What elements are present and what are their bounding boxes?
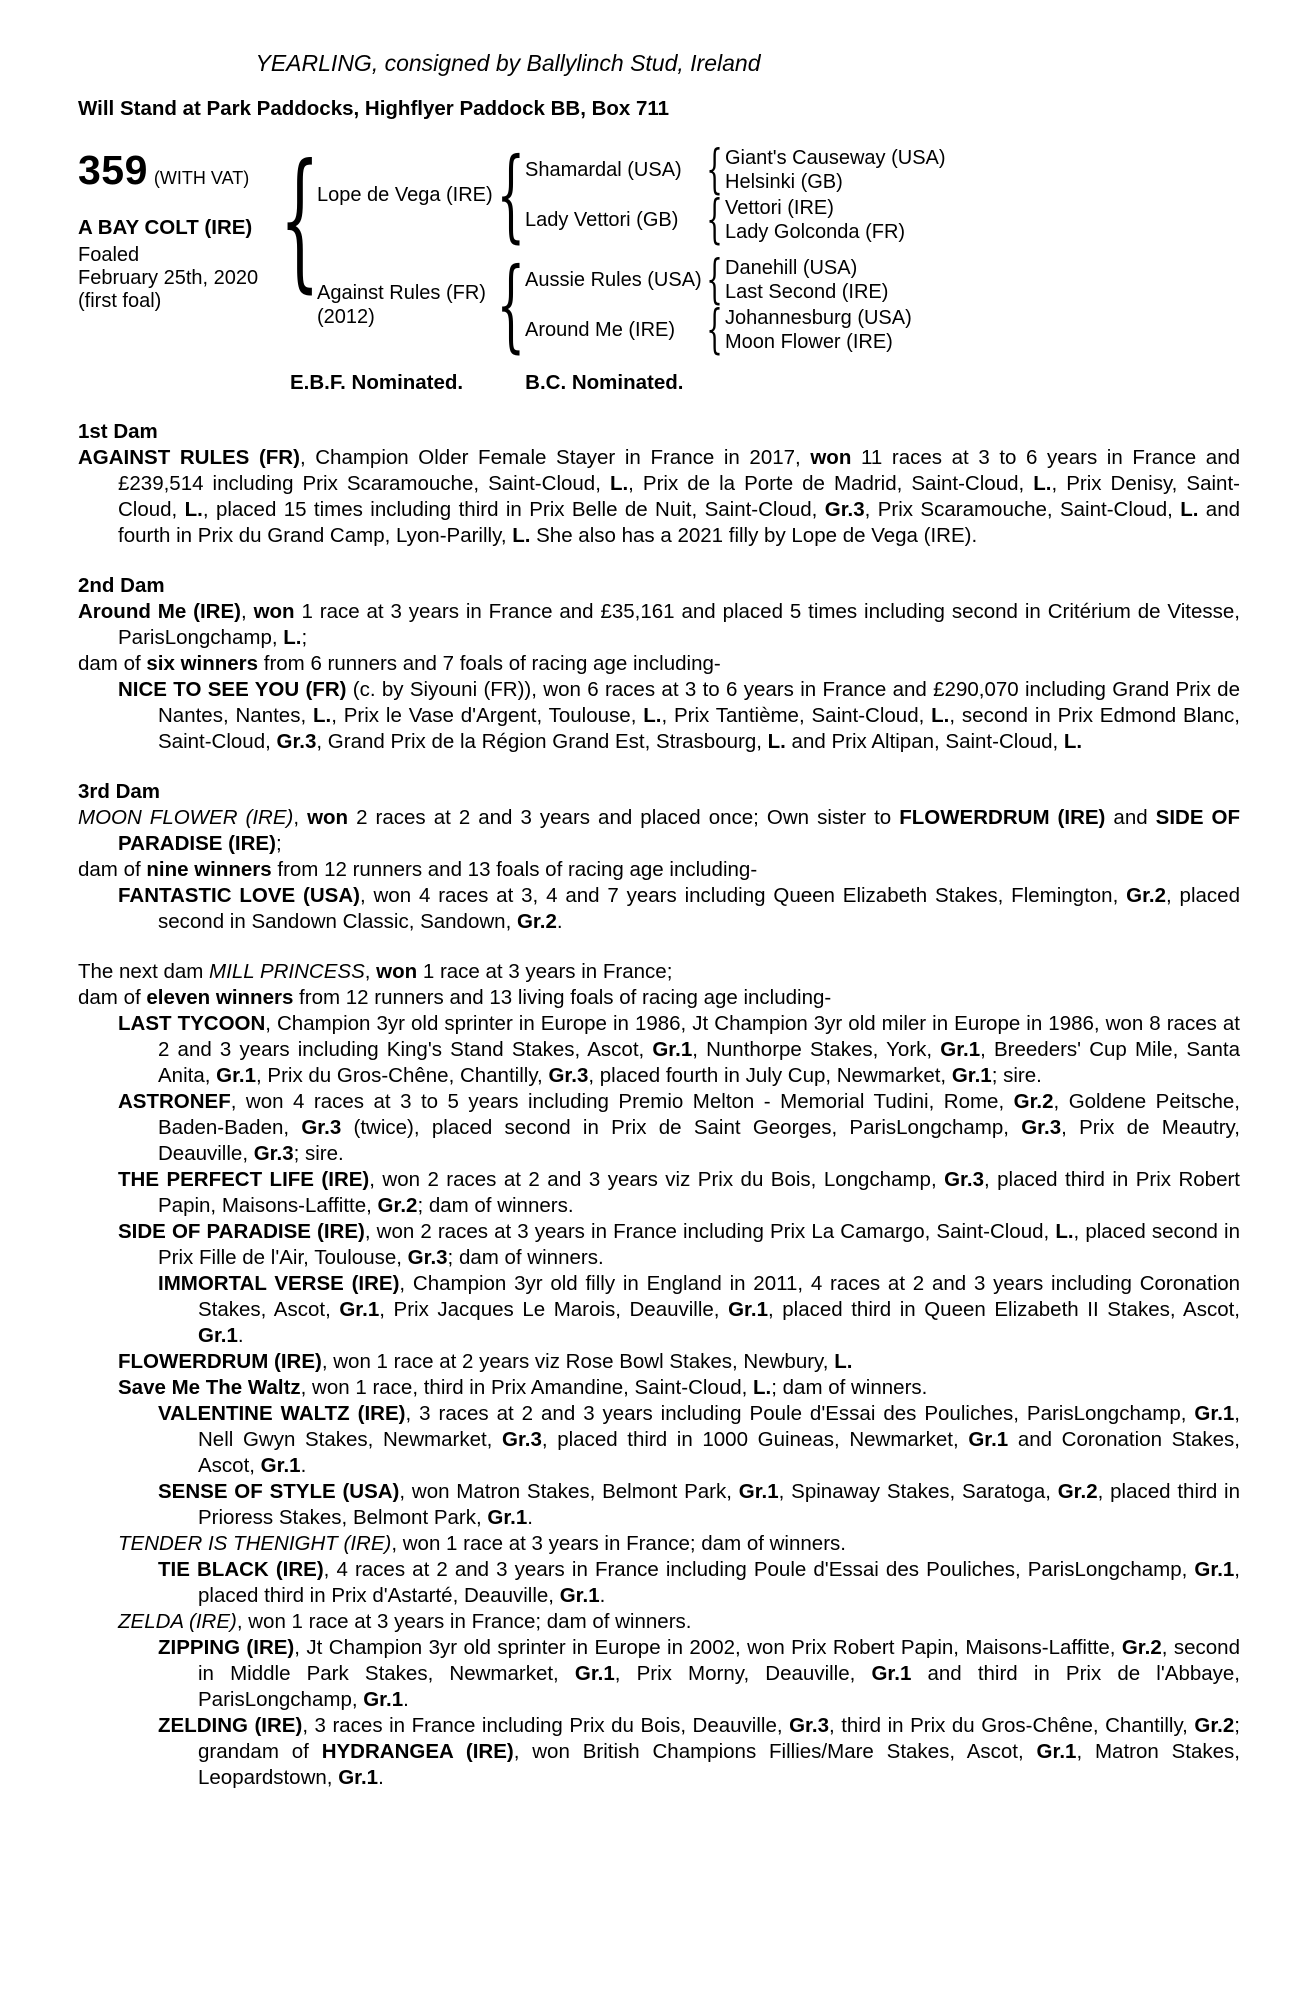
brace-glyph: { [496,136,526,253]
dam-name: Against Rules (FR) [317,282,486,304]
text-segment: , won 1 race, third in Prix Amandine, Saint-Cloud, [300,1376,754,1399]
text-segment: , placed third in Prix d'Astarté, Deauville, [198,1558,1240,1607]
text-segment: ; dam of winners. [417,1194,574,1217]
pedigree-paragraph [78,1219,1240,1271]
text-segment: ASTRONEF [118,1090,231,1113]
text-segment: , won Matron Stakes, Belmont Park, [399,1480,739,1503]
text-segment: ; [301,626,308,649]
text-segment: L. [184,498,203,521]
pedigree-tree [317,136,1240,363]
dam-name-block [317,281,497,329]
pedigree-paragraph [78,677,1240,755]
great-grandparent-name: Giant's Causeway (USA) [725,147,946,169]
text-segment: L. [609,472,629,495]
text-segment: , placed second in Prix Fille de l'Air, Toulouse, [158,1220,1240,1269]
grandparent-brace-icon [705,140,725,200]
text-segment: and third in Prix de l'Abbaye, ParisLongchamp, [198,1662,1240,1711]
text-segment: , placed 15 times including third in Prix Belle de Nuit, Saint-Cloud, [202,498,825,521]
text-segment: Gr.1 [574,1662,615,1685]
grandsire-row [525,140,1240,200]
text-segment: , won 4 races at 3, 4 and 7 years including Queen Elizabeth Stakes, Flemington, [359,884,1127,907]
text-segment: . [403,1688,409,1711]
pedigree-paragraph [78,1349,1240,1375]
pedigree-paragraph [78,1713,1240,1791]
consignor-title: YEARLING, consigned by Ballylinch Stud, Ireland [255,50,761,76]
text-segment: nine winners [146,858,272,881]
text-segment: , placed fourth in July Cup, Newmarket, [588,1064,952,1087]
text-segment: ; dam of winners. [771,1376,928,1399]
great-grandparent-name: Lady Golconda (FR) [725,221,906,243]
sire-grandparents [525,140,1240,250]
text-segment: Gr.1 [968,1428,1009,1451]
lot-info [78,145,283,313]
text-segment: , won 1 race at 3 years in France; dam of winners. [391,1532,846,1555]
pedigree-paragraph [78,1557,1240,1609]
text-segment: Gr.1 [338,1766,379,1789]
text-segment: , Spinaway Stakes, Saratoga, [778,1480,1058,1503]
text-segment: , won 2 races at 2 and 3 years viz Prix du Bois, Longchamp, [369,1168,945,1191]
sire-name-block [317,183,497,207]
text-segment: L. [931,704,950,727]
pedigree-paragraph [78,445,1240,549]
text-segment: , Goldene Peitsche, Baden-Baden, [158,1090,1240,1139]
text-segment: Gr.2 [1013,1090,1054,1113]
text-segment: , [240,600,254,623]
text-segment: (c. by Siyouni (FR)), won 6 races at 3 to 6 years in France and £290,070 including Grand Prix de Nantes, Nantes, [158,678,1240,727]
pedigree-paragraph [78,985,1240,1011]
pedigree-paragraph [78,1531,1240,1557]
brace-glyph: { [496,246,526,363]
foaled-label: Foaled [78,244,140,266]
text-segment: ; [275,832,282,855]
great-grandparents [725,306,912,354]
text-segment: THE PERFECT LIFE (IRE) [118,1168,370,1191]
text-segment: L. [643,704,662,727]
text-segment: Gr.1 [951,1064,992,1087]
text-segment: Gr.1 [871,1662,912,1685]
sire-name: Lope de Vega (IRE) [317,184,493,206]
section-heading: 2nd Dam [78,574,165,597]
text-segment: , [293,806,308,829]
brace-glyph: { [706,190,724,250]
dam-section [78,779,1240,935]
text-segment: , won 1 race at 2 years viz Rose Bowl Stakes, Newbury, [321,1350,835,1373]
text-segment: from 6 runners and 7 foals of racing age including- [258,652,721,675]
text-segment: won [307,806,349,829]
text-segment: , Prix Denisy, Saint-Cloud, [118,472,1240,521]
text-segment: LAST TYCOON [118,1012,266,1035]
text-segment: , Prix Morny, Deauville, [614,1662,872,1685]
text-segment: Gr.1 [738,1480,779,1503]
text-segment: , 3 races in France including Prix du Bois, Deauville, [302,1714,790,1737]
text-segment: , Prix Jacques Le Marois, Deauville, [379,1298,729,1321]
text-segment: 11 races at 3 to 6 years in France and £239,514 including Prix Scaramouche, Saint-Cloud, [118,446,1240,495]
brace-glyph: { [706,250,724,310]
pedigree-paragraph [78,1375,1240,1401]
text-segment: from 12 runners and 13 living foals of racing age including- [293,986,832,1009]
pedigree-paragraph [78,599,1240,651]
text-segment: , Breeders' Cup Mile, Santa Anita, [158,1038,1240,1087]
text-segment: L. [1033,472,1052,495]
text-segment: and Prix Altipan, Saint-Cloud, [785,730,1064,753]
pedigree-paragraph [78,1167,1240,1219]
text-segment: dam of [78,652,147,675]
text-segment: six winners [146,652,259,675]
text-segment: VALENTINE WALTZ (IRE) [158,1402,406,1425]
text-segment: , won British Champions Fillies/Mare Stakes, Ascot, [513,1740,1037,1763]
text-segment: She also has a 2021 filly by Lope de Vega (IRE). [530,524,978,547]
great-grandparent-name: Vettori (IRE) [725,197,834,219]
text-segment: ZELDING (IRE) [158,1714,303,1737]
text-segment: Gr.1 [1194,1558,1235,1581]
grandsire-row [525,250,1240,310]
text-segment: FLOWERDRUM (IRE) [118,1350,322,1373]
text-segment: ; grandam of [198,1714,1240,1763]
text-segment: Gr.1 [198,1324,238,1347]
text-segment: MOON FLOWER (IRE) [78,806,294,829]
pedigree-paragraph [78,1401,1240,1479]
text-segment: Gr.3 [253,1142,294,1165]
text-segment: The next dam [78,960,210,983]
section-heading: 3rd Dam [78,780,161,803]
text-segment: L. [313,704,332,727]
bc-nomination: B.C. Nominated. [525,371,684,394]
great-grandparents [725,146,946,194]
text-segment: 1 race at 3 years in France; [417,960,673,983]
grandparent-name: Lady Vettori (GB) [525,208,679,231]
text-segment: ; dam of winners. [447,1246,604,1269]
main-brace-icon [279,133,321,307]
sire-brace-icon [496,136,526,253]
text-segment: and Coronation Stakes, Ascot, [198,1428,1240,1477]
text-segment: . [599,1584,606,1607]
brace-glyph: { [279,133,321,307]
text-segment: , 4 races at 2 and 3 years in France including Poule d'Essai des Pouliches, ParisLongchamp, [323,1558,1195,1581]
text-segment: , [364,960,377,983]
text-segment: Gr.1 [260,1454,301,1477]
text-segment: Gr.3 [407,1246,448,1269]
text-segment: Around Me (IRE) [78,600,241,623]
text-segment: Gr.2 [516,910,557,933]
text-segment: , Prix le Vase d'Argent, Toulouse, [331,704,644,727]
text-segment: , Champion 3yr old filly in England in 2011, 4 races at 2 and 3 years including Coronation Stakes, Ascot, [198,1272,1240,1321]
text-segment: Gr.2 [377,1194,418,1217]
great-grandparent-name: Johannesburg (USA) [725,307,912,329]
text-segment: Gr.3 [301,1116,342,1139]
text-segment: Gr.3 [789,1714,829,1737]
text-segment: . [556,910,563,933]
text-segment: AGAINST RULES (FR) [78,446,300,469]
grandparent-brace-icon [705,250,725,310]
foal-note: (first foal) [78,290,162,312]
text-segment: L. [1055,1220,1074,1243]
text-segment: Gr.3 [944,1168,984,1191]
dam-section [78,573,1240,755]
text-segment: ZELDA (IRE) [118,1610,237,1633]
nominations-row [78,371,1240,395]
dam-grandparents [525,250,1240,360]
grandparent-brace-icon [705,300,725,360]
text-segment: , Champion Older Female Stayer in France in 2017, [299,446,811,469]
text-segment: dam of [78,986,147,1009]
text-segment: Gr.1 [940,1038,981,1061]
great-grandparents [725,256,888,304]
text-segment: won [810,446,852,469]
text-segment: Gr.1 [363,1688,404,1711]
text-segment: L. [512,524,531,547]
text-segment: , won 1 race at 3 years in France; dam of winners. [236,1610,692,1633]
pedigree-paragraph [78,805,1240,857]
horse-description: A BAY COLT (IRE) [78,216,253,239]
dam-section [78,959,1240,1791]
section-heading: 1st Dam [78,420,158,443]
text-segment: FLOWERDRUM (IRE) [899,806,1106,829]
grandparent-brace-icon [705,190,725,250]
text-segment: Gr.1 [728,1298,768,1321]
pedigree-paragraph [78,959,1240,985]
grandparent-name: Around Me (IRE) [525,318,676,341]
stand-location-line: Will Stand at Park Paddocks, Highflyer Paddock BB, Box 711 [78,97,670,120]
dam-sections [78,419,1240,1791]
great-grandparent-name: Danehill (USA) [725,257,858,279]
text-segment: Gr.3 [1021,1116,1062,1139]
text-segment: , placed third in Prioress Stakes, Belmont Park, [198,1480,1240,1529]
text-segment: , placed third in 1000 Guineas, Newmarket, [541,1428,969,1451]
text-segment: L. [1063,730,1083,753]
text-segment: , Jt Champion 3yr old sprinter in Europe in 2002, won Prix Robert Papin, Maisons-Laffitte, [294,1636,1122,1659]
dam-section [78,419,1240,549]
text-segment: ZIPPING (IRE) [158,1636,295,1659]
text-segment: , Prix du Gros-Chêne, Chantilly, [256,1064,549,1087]
text-segment: , Matron Stakes, Leopardstown, [198,1740,1240,1789]
text-segment: , Grand Prix de la Région Grand Est, Strasbourg, [316,730,768,753]
text-segment: SIDE OF PARADISE (IRE) [118,1220,365,1243]
text-segment: , placed third in Queen Elizabeth II Stakes, Ascot, [767,1298,1241,1321]
text-segment: , Prix de la Porte de Madrid, Saint-Cloud, [628,472,1034,495]
pedigree-paragraph [78,1271,1240,1349]
text-segment: Gr.2 [1126,884,1167,907]
text-segment: Gr.1 [1036,1740,1077,1763]
text-segment: , second in Middle Park Stakes, Newmarket, [198,1636,1240,1685]
text-segment: . [378,1766,384,1789]
text-segment: , Prix Scaramouche, Saint-Cloud, [864,498,1181,521]
text-segment: L. [834,1350,853,1373]
text-segment: 1 race at 3 years in France and £35,161 and placed 5 times including second in Critérium de Vitesse, ParisLongchamp, [118,600,1240,649]
pedigree-paragraph [78,651,1240,677]
text-segment: Gr.2 [1121,1636,1162,1659]
great-grandparents [725,196,905,244]
text-segment: , Prix de Meautry, Deauville, [158,1116,1240,1165]
text-segment: , Nell Gwyn Stakes, Newmarket, [198,1402,1240,1451]
granddam-row [525,190,1240,250]
ebf-nomination: E.B.F. Nominated. [290,371,464,394]
text-segment: won [376,960,418,983]
pedigree-paragraph [78,1635,1240,1713]
text-segment: . [527,1506,533,1529]
text-segment: FANTASTIC LOVE (USA) [118,884,360,907]
dam-brace-icon [496,246,526,363]
text-segment: TIE BLACK (IRE) [158,1558,324,1581]
text-segment: (twice), placed second in Prix de Saint Georges, ParisLongchamp, [341,1116,1022,1139]
text-segment: , won 4 races at 3 to 5 years including Premio Melton - Memorial Tudini, Rome, [230,1090,1014,1113]
text-segment: eleven winners [146,986,294,1009]
great-grandparent-name: Helsinki (GB) [725,171,843,193]
lot-vat-note: (WITH VAT) [153,168,250,188]
lot-number: 359 [78,147,148,193]
pedigree-paragraph [78,1609,1240,1635]
text-segment: Save Me The Waltz [118,1376,301,1399]
grandparent-name: Aussie Rules (USA) [525,268,702,291]
pedigree-paragraph [78,883,1240,935]
brace-glyph: { [706,300,724,360]
grandparent-name: Shamardal (USA) [525,158,682,181]
pedigree-block [78,133,1240,363]
text-segment: , second in Prix Edmond Blanc, Saint-Cloud, [158,704,1240,753]
text-segment: ; sire. [293,1142,344,1165]
text-segment: Gr.2 [1057,1480,1098,1503]
sire-half [317,136,1240,253]
pedigree-paragraph [78,1011,1240,1089]
text-segment: from 12 runners and 13 foals of racing age including- [271,858,758,881]
text-segment: ; sire. [991,1064,1042,1087]
text-segment: Gr.3 [502,1428,542,1451]
pedigree-paragraph [78,857,1240,883]
text-segment: , placed second in Sandown Classic, Sandown, [158,884,1240,933]
text-segment: Gr.2 [1194,1714,1235,1737]
brace-glyph: { [706,140,724,200]
text-segment: 2 races at 2 and 3 years and placed once; Own sister to [348,806,900,829]
text-segment: L. [1180,498,1199,521]
pedigree-paragraph [78,1479,1240,1531]
text-segment: Gr.1 [1194,1402,1235,1425]
granddam-row [525,300,1240,360]
text-segment: HYDRANGEA (IRE) [321,1740,514,1763]
great-grandparent-name: Last Second (IRE) [725,281,889,303]
text-segment: dam of [78,858,147,881]
text-segment: Gr.3 [276,730,317,753]
text-segment: L. [753,1376,772,1399]
text-segment: L. [283,626,302,649]
text-segment: Gr.3 [548,1064,589,1087]
pedigree-paragraph [78,1089,1240,1167]
text-segment: Gr.1 [487,1506,528,1529]
text-segment: , Nunthorpe Stakes, York, [692,1038,941,1061]
dam-year: (2012) [317,306,375,328]
dam-half [317,246,1240,363]
text-segment: Gr.1 [216,1064,257,1087]
lot-number-row [78,147,283,194]
text-segment: Gr.1 [559,1584,600,1607]
text-segment: IMMORTAL VERSE (IRE) [158,1272,400,1295]
text-segment: . [300,1454,307,1477]
text-segment: and [1105,806,1156,829]
text-segment: Gr.1 [339,1298,380,1321]
text-segment: . [237,1324,244,1347]
text-segment: and fourth in Prix du Grand Camp, Lyon-Parilly, [118,498,1240,547]
text-segment: MILL PRINCESS [209,960,365,983]
text-segment: , third in Prix du Gros-Chêne, Chantilly, [828,1714,1195,1737]
text-segment: TENDER IS THENIGHT (IRE) [118,1532,392,1555]
text-segment: Gr.1 [652,1038,693,1061]
text-segment: , Prix Tantième, Saint-Cloud, [661,704,932,727]
text-segment: SIDE OF PARADISE (IRE) [118,806,1240,855]
text-segment: , placed third in Prix Robert Papin, Maisons-Laffitte, [158,1168,1240,1217]
text-segment: won [253,600,295,623]
text-segment: L. [767,730,786,753]
text-segment: , 3 races at 2 and 3 years including Poule d'Essai des Pouliches, ParisLongchamp, [405,1402,1195,1425]
great-grandparent-name: Moon Flower (IRE) [725,331,893,353]
text-segment: , Champion 3yr old sprinter in Europe in 1986, Jt Champion 3yr old miler in Europe in 1986, won 8 races at 2 and 3 years including King's Stand Stakes, Ascot, [158,1012,1240,1061]
text-segment: NICE TO SEE YOU (FR) [118,678,347,701]
foaled-date: February 25th, 2020 [78,267,259,289]
text-segment: Gr.3 [824,498,865,521]
text-segment: SENSE OF STYLE (USA) [158,1480,400,1503]
text-segment: , won 2 races at 3 years in France including Prix La Camargo, Saint-Cloud, [364,1220,1056,1243]
